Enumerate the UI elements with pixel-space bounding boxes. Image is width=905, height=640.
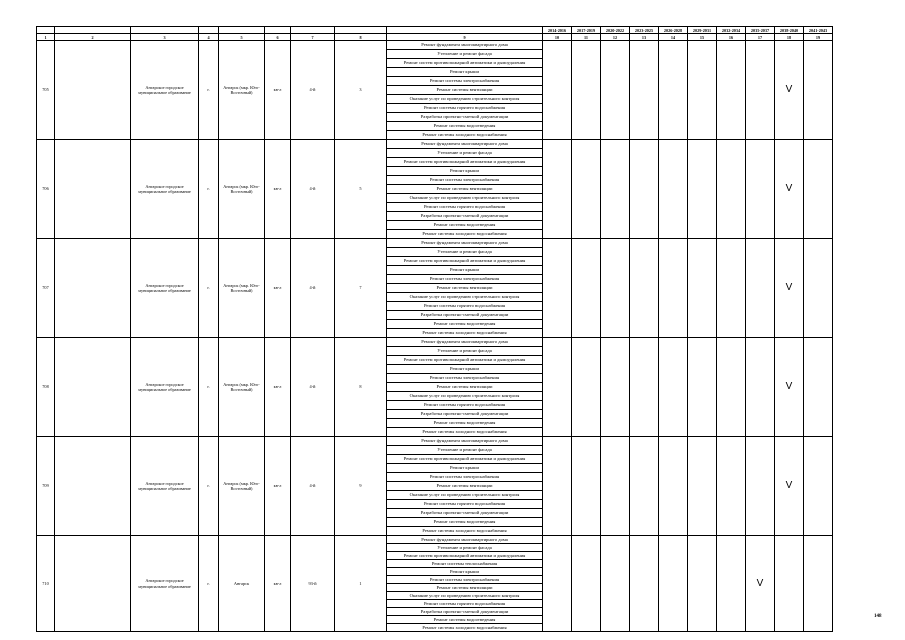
row-number: 707 <box>37 239 55 338</box>
period-cell <box>688 338 717 437</box>
column-number: 13 <box>630 34 659 41</box>
work-type-cell: Разработка проектно-сметной документации <box>387 212 543 221</box>
period-cell <box>659 140 688 239</box>
period-cell <box>775 536 804 632</box>
work-type-cell: Ремонт системы электроснабжения <box>387 176 543 185</box>
period-cell <box>601 140 630 239</box>
work-type-cell: Ремонт системы водоотведения <box>387 122 543 131</box>
header-empty-cell <box>199 27 219 34</box>
capital-repair-schedule-table <box>36 26 833 632</box>
work-type-cell: Ремонт системы электроснабжения <box>387 473 543 482</box>
table-row <box>37 239 833 248</box>
municipality-cell: Ангарское городское муниципальное образование <box>131 41 199 140</box>
table-row <box>37 536 833 544</box>
street-cell: 4-й <box>291 338 335 437</box>
period-cell <box>804 536 833 632</box>
work-type-cell: Ремонт системы вентиляции <box>387 482 543 491</box>
period-cell <box>717 239 746 338</box>
work-type-cell: Утепление и ремонт фасада <box>387 446 543 455</box>
empty-cell <box>55 41 131 140</box>
work-type-cell: Ремонт системы водоотведения <box>387 518 543 527</box>
work-type-cell: Ремонт системы холодного водоснабжения <box>387 329 543 338</box>
street-type-cell: кв-л <box>265 140 291 239</box>
locality-cell: Ангарск <box>219 536 265 632</box>
work-type-cell: Ремонт систем противопожарной автоматики и дымоудаления <box>387 356 543 365</box>
work-type-cell: Ремонт фундамента многоквартирного дома <box>387 536 543 544</box>
column-number: 9 <box>387 34 543 41</box>
locality-cell: Ангарск (мкр. Юго-Восточный) <box>219 140 265 239</box>
period-cell <box>601 239 630 338</box>
period-header: 2026-2028 <box>659 27 688 34</box>
period-header: 2041-2043 <box>804 27 833 34</box>
table-row <box>37 140 833 149</box>
period-header: 2029-2031 <box>688 27 717 34</box>
work-type-cell: Ремонт системы холодного водоснабжения <box>387 428 543 437</box>
work-type-cell: Ремонт крыши <box>387 464 543 473</box>
column-number: 6 <box>265 34 291 41</box>
period-cell <box>572 239 601 338</box>
work-type-cell: Разработка проектно-сметной документации <box>387 311 543 320</box>
period-cell <box>543 239 572 338</box>
period-cell <box>746 41 775 140</box>
work-type-cell: Ремонт системы теплоснабжения <box>387 560 543 568</box>
period-header: 2014-2016 <box>543 27 572 34</box>
period-cell <box>659 437 688 536</box>
work-type-cell: Разработка проектно-сметной документации <box>387 608 543 616</box>
period-cell <box>659 338 688 437</box>
work-type-cell: Ремонт системы горячего водоснабжения <box>387 302 543 311</box>
period-cell <box>804 338 833 437</box>
work-type-cell: Ремонт системы электроснабжения <box>387 77 543 86</box>
work-type-cell: Утепление и ремонт фасада <box>387 347 543 356</box>
period-cell <box>572 536 601 632</box>
work-type-cell: Ремонт системы электроснабжения <box>387 275 543 284</box>
municipality-cell: Ангарское городское муниципальное образование <box>131 536 199 632</box>
house-number-cell: 9 <box>335 437 387 536</box>
period-cell <box>717 338 746 437</box>
house-number-cell: 1 <box>335 536 387 632</box>
period-mark: V <box>775 437 804 536</box>
work-type-cell: Ремонт системы горячего водоснабжения <box>387 401 543 410</box>
street-type-cell: кв-л <box>265 239 291 338</box>
period-cell <box>572 437 601 536</box>
period-cell <box>746 338 775 437</box>
municipality-cell: Ангарское городское муниципальное образование <box>131 140 199 239</box>
column-number: 16 <box>717 34 746 41</box>
work-type-cell: Ремонт системы холодного водоснабжения <box>387 527 543 536</box>
work-type-cell: Ремонт фундамента многоквартирного дома <box>387 41 543 50</box>
table-row <box>37 41 833 50</box>
period-cell <box>543 536 572 632</box>
period-mark: V <box>775 140 804 239</box>
period-cell <box>572 140 601 239</box>
period-cell <box>630 338 659 437</box>
period-cell <box>659 41 688 140</box>
period-cell <box>688 536 717 632</box>
column-number: 4 <box>199 34 219 41</box>
column-number: 2 <box>55 34 131 41</box>
period-cell <box>688 239 717 338</box>
work-type-cell: Ремонт системы горячего водоснабжения <box>387 500 543 509</box>
work-type-cell: Ремонт крыши <box>387 365 543 374</box>
work-type-cell: Ремонт крыши <box>387 68 543 77</box>
header-empty-cell <box>387 27 543 34</box>
period-cell <box>717 437 746 536</box>
street-cell: 93-й <box>291 536 335 632</box>
period-cell <box>804 41 833 140</box>
settlement-type-cell: г. <box>199 536 219 632</box>
work-type-cell: Разработка проектно-сметной документации <box>387 113 543 122</box>
period-cell <box>543 437 572 536</box>
locality-cell: Ангарск (мкр. Юго-Восточный) <box>219 338 265 437</box>
period-cell <box>601 41 630 140</box>
column-number: 14 <box>659 34 688 41</box>
work-type-cell: Ремонт системы вентиляции <box>387 185 543 194</box>
work-type-cell: Ремонт систем противопожарной автоматики и дымоудаления <box>387 455 543 464</box>
period-cell <box>543 41 572 140</box>
row-number: 710 <box>37 536 55 632</box>
work-type-cell: Ремонт крыши <box>387 568 543 576</box>
work-type-cell: Ремонт фундамента многоквартирного дома <box>387 140 543 149</box>
work-type-cell: Оказание услуг по проведению строительного контроля <box>387 95 543 104</box>
work-type-cell: Оказание услуг по проведению строительного контроля <box>387 491 543 500</box>
period-mark: V <box>775 338 804 437</box>
locality-cell: Ангарск (мкр. Юго-Восточный) <box>219 239 265 338</box>
work-type-cell: Утепление и ремонт фасада <box>387 50 543 59</box>
period-cell <box>659 239 688 338</box>
period-header: 2032-2034 <box>717 27 746 34</box>
period-cell <box>543 338 572 437</box>
header-empty-cell <box>55 27 131 34</box>
period-cell <box>717 536 746 632</box>
work-type-cell: Ремонт системы электроснабжения <box>387 374 543 383</box>
column-number: 3 <box>131 34 199 41</box>
municipality-cell: Ангарское городское муниципальное образование <box>131 437 199 536</box>
column-number: 5 <box>219 34 265 41</box>
work-type-cell: Оказание услуг по проведению строительного контроля <box>387 293 543 302</box>
work-type-cell: Ремонт системы холодного водоснабжения <box>387 624 543 632</box>
column-number: 17 <box>746 34 775 41</box>
work-type-cell: Ремонт системы водоотведения <box>387 616 543 624</box>
column-number: 7 <box>291 34 335 41</box>
work-type-cell: Ремонт системы горячего водоснабжения <box>387 203 543 212</box>
column-number: 11 <box>572 34 601 41</box>
header-empty-cell <box>131 27 199 34</box>
work-type-cell: Утепление и ремонт фасада <box>387 149 543 158</box>
period-header: 2017-2019 <box>572 27 601 34</box>
row-number: 708 <box>37 338 55 437</box>
municipality-cell: Ангарское городское муниципальное образование <box>131 338 199 437</box>
locality-cell: Ангарск (мкр. Юго-Восточный) <box>219 437 265 536</box>
work-type-cell: Ремонт крыши <box>387 266 543 275</box>
period-header: 2038-2040 <box>775 27 804 34</box>
period-mark: V <box>775 239 804 338</box>
empty-cell <box>55 437 131 536</box>
period-cell <box>804 140 833 239</box>
street-type-cell: кв-л <box>265 41 291 140</box>
header-empty-cell <box>335 27 387 34</box>
period-cell <box>804 437 833 536</box>
street-type-cell: кв-л <box>265 536 291 632</box>
street-cell: 4-й <box>291 140 335 239</box>
period-cell <box>688 140 717 239</box>
empty-cell <box>55 338 131 437</box>
period-cell <box>688 437 717 536</box>
period-cell <box>601 536 630 632</box>
house-number-cell: 7 <box>335 239 387 338</box>
empty-cell <box>55 140 131 239</box>
street-cell: 4-й <box>291 239 335 338</box>
work-type-cell: Ремонт систем противопожарной автоматики и дымоудаления <box>387 257 543 266</box>
street-cell: 4-й <box>291 437 335 536</box>
header-column-numbers-row <box>37 34 833 41</box>
header-empty-cell <box>291 27 335 34</box>
period-cell <box>630 536 659 632</box>
period-header: 2023-2025 <box>630 27 659 34</box>
period-cell <box>659 536 688 632</box>
work-type-cell: Оказание услуг по проведению строительного контроля <box>387 194 543 203</box>
work-type-cell: Ремонт системы вентиляции <box>387 86 543 95</box>
street-type-cell: кв-л <box>265 338 291 437</box>
house-number-cell: 5 <box>335 140 387 239</box>
work-type-cell: Утепление и ремонт фасада <box>387 544 543 552</box>
period-cell <box>572 41 601 140</box>
period-mark: V <box>746 536 775 632</box>
table-row <box>37 437 833 446</box>
settlement-type-cell: г. <box>199 41 219 140</box>
work-type-cell: Ремонт системы горячего водоснабжения <box>387 104 543 113</box>
settlement-type-cell: г. <box>199 239 219 338</box>
work-type-cell: Ремонт системы холодного водоснабжения <box>387 230 543 239</box>
house-number-cell: 8 <box>335 338 387 437</box>
row-number: 709 <box>37 437 55 536</box>
house-number-cell: 3 <box>335 41 387 140</box>
work-type-cell: Ремонт крыши <box>387 167 543 176</box>
column-number: 1 <box>37 34 55 41</box>
settlement-type-cell: г. <box>199 140 219 239</box>
work-type-cell: Ремонт системы горячего водоснабжения <box>387 600 543 608</box>
column-number: 8 <box>335 34 387 41</box>
period-cell <box>746 239 775 338</box>
header-empty-cell <box>37 27 55 34</box>
row-number: 705 <box>37 41 55 140</box>
period-header: 2035-2037 <box>746 27 775 34</box>
column-number: 19 <box>804 34 833 41</box>
work-type-cell: Ремонт систем противопожарной автоматики и дымоудаления <box>387 158 543 167</box>
locality-cell: Ангарск (мкр. Юго-Восточный) <box>219 41 265 140</box>
work-type-cell: Оказание услуг по проведению строительного контроля <box>387 592 543 600</box>
period-cell <box>746 437 775 536</box>
municipality-cell: Ангарское городское муниципальное образование <box>131 239 199 338</box>
period-cell <box>630 41 659 140</box>
period-cell <box>630 140 659 239</box>
work-type-cell: Ремонт системы холодного водоснабжения <box>387 131 543 140</box>
work-type-cell: Ремонт систем противопожарной автоматики и дымоудаления <box>387 59 543 68</box>
period-cell <box>572 338 601 437</box>
work-type-cell: Ремонт системы водоотведения <box>387 221 543 230</box>
period-cell <box>630 239 659 338</box>
work-type-cell: Ремонт системы водоотведения <box>387 320 543 329</box>
period-cell <box>746 140 775 239</box>
period-header: 2020-2022 <box>601 27 630 34</box>
header-periods-row <box>37 27 833 34</box>
work-type-cell: Ремонт фундамента многоквартирного дома <box>387 239 543 248</box>
work-type-cell: Ремонт системы вентиляции <box>387 284 543 293</box>
work-type-cell: Ремонт системы вентиляции <box>387 383 543 392</box>
column-number: 15 <box>688 34 717 41</box>
empty-cell <box>55 239 131 338</box>
column-number: 12 <box>601 34 630 41</box>
settlement-type-cell: г. <box>199 437 219 536</box>
period-cell <box>717 41 746 140</box>
header-empty-cell <box>265 27 291 34</box>
column-number: 10 <box>543 34 572 41</box>
period-cell <box>804 239 833 338</box>
period-cell <box>717 140 746 239</box>
work-type-cell: Ремонт систем противопожарной автоматики и дымоудаления <box>387 552 543 560</box>
row-number: 706 <box>37 140 55 239</box>
work-type-cell: Ремонт фундамента многоквартирного дома <box>387 338 543 347</box>
work-type-cell: Оказание услуг по проведению строительного контроля <box>387 392 543 401</box>
column-number: 18 <box>775 34 804 41</box>
work-type-cell: Ремонт системы водоотведения <box>387 419 543 428</box>
street-cell: 4-й <box>291 41 335 140</box>
period-mark: V <box>775 41 804 140</box>
period-cell <box>601 338 630 437</box>
period-cell <box>630 437 659 536</box>
settlement-type-cell: г. <box>199 338 219 437</box>
period-cell <box>601 437 630 536</box>
work-type-cell: Ремонт фундамента многоквартирного дома <box>387 437 543 446</box>
period-cell <box>688 41 717 140</box>
work-type-cell: Утепление и ремонт фасада <box>387 248 543 257</box>
work-type-cell: Разработка проектно-сметной документации <box>387 410 543 419</box>
period-cell <box>543 140 572 239</box>
empty-cell <box>55 536 131 632</box>
work-type-cell: Ремонт системы вентиляции <box>387 584 543 592</box>
work-type-cell: Разработка проектно-сметной документации <box>387 509 543 518</box>
street-type-cell: кв-л <box>265 437 291 536</box>
table-row <box>37 338 833 347</box>
page-number: 148 <box>874 614 882 619</box>
header-empty-cell <box>219 27 265 34</box>
work-type-cell: Ремонт системы электроснабжения <box>387 576 543 584</box>
